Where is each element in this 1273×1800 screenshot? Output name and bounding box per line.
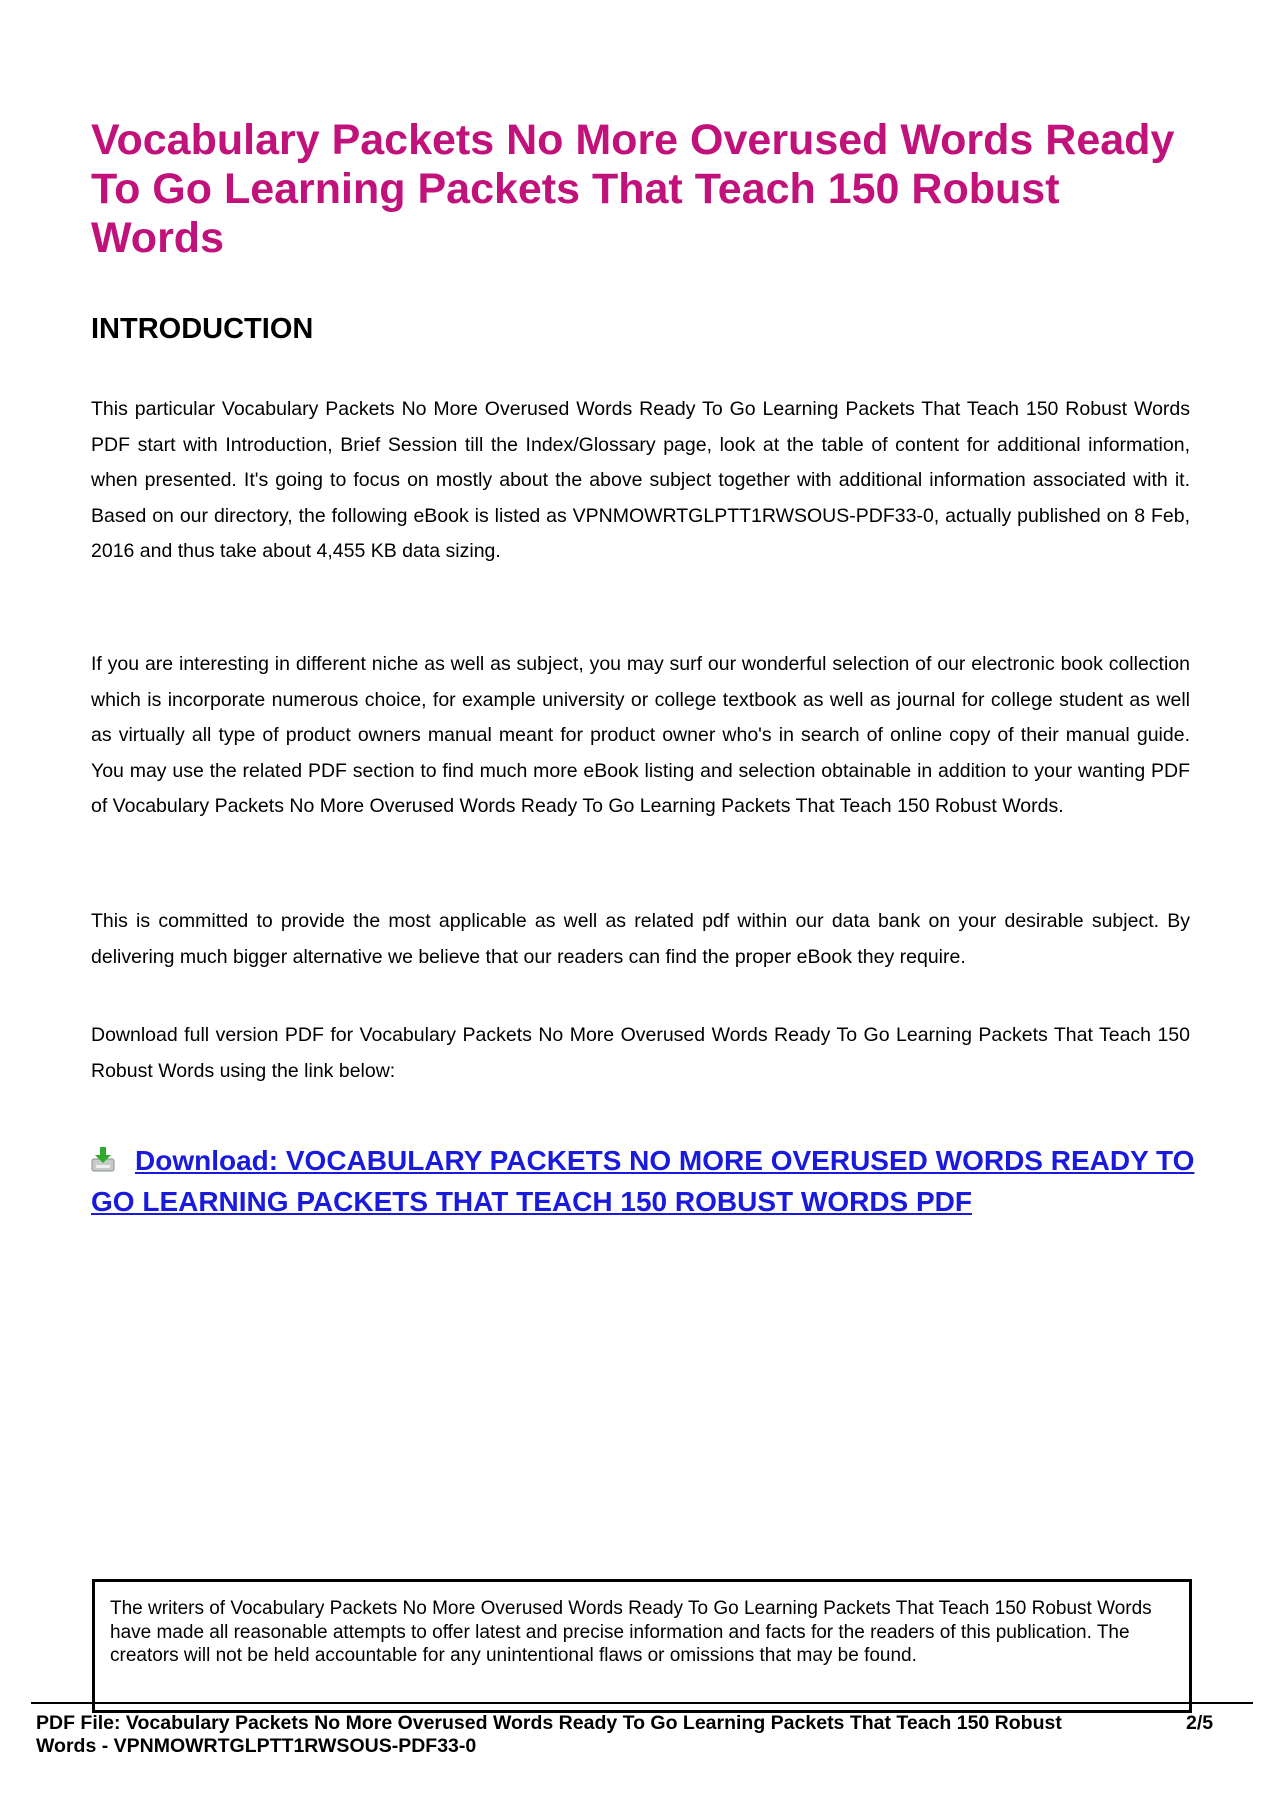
footer-divider bbox=[31, 1702, 1253, 1704]
intro-paragraph-2: If you are interesting in different niche as well as subject, you may surf our wonderful selection of our electronic book collection which is incorporate numerous choice, for example university or college textbook as well as journal for college student as well as virtually all type of product owners manual meant for product owner who's in search of online copy of their manual guide. You may use the related PDF section to find much more eBook listing and selection obtainable in addition to your wanting PDF of Vocabulary Packets No More Overused Words Ready To Go Learning Packets That Teach 150 Robust Words. bbox=[91, 653, 1190, 818]
section-heading: INTRODUCTION bbox=[91, 313, 314, 345]
intro-paragraph-3: This is committed to provide the most applicable as well as related pdf within our data bank on your desirable subject. By delivering much bigger alternative we believe that our readers can find the proper eBook they require. bbox=[91, 910, 1190, 968]
download-tray-icon[interactable] bbox=[91, 1142, 115, 1168]
download-link[interactable]: Download: VOCABULARY PACKETS NO MORE OVERUSED WORDS READY TO GO LEARNING PACKETS THAT TEACH 150 ROBUST WORDS PDF bbox=[91, 1145, 1195, 1217]
document-title: Vocabulary Packets No More Overused Words Ready To Go Learning Packets That Teach 150 Robust Words bbox=[91, 116, 1175, 262]
intro-paragraph-4: Download full version PDF for Vocabulary Packets No More Overused Words Ready To Go Learning Packets That Teach 150 Robust Words using the link below: bbox=[91, 1024, 1190, 1082]
footer-file-label: PDF File: Vocabulary Packets No More Overused Words Ready To Go Learning Packets That Teach 150 Robust Words - VPNMOWRTGLPTT1RWSOUS-PDF33-0 bbox=[36, 1712, 1062, 1757]
page-number: 2/5 bbox=[1186, 1712, 1214, 1734]
download-section bbox=[91, 1140, 1201, 1222]
intro-paragraph-1: This particular Vocabulary Packets No More Overused Words Ready To Go Learning Packets That Teach 150 Robust Words PDF start with Introduction, Brief Session till the Index/Glossary page, look at the table of content for additional information, when presented. It's going to focus on mostly about the above subject together with additional information associated with it. Based on our directory, the following eBook is listed as VPNMOWRTGLPTT1RWSOUS-PDF33-0, actually published on 8 Feb, 2016 and thus take about 4,455 KB data sizing. bbox=[91, 398, 1190, 563]
disclaimer-text: The writers of Vocabulary Packets No More Overused Words Ready To Go Learning Packets That Teach 150 Robust Words have made all reasonable attempts to offer latest and precise information and facts for the readers of this publication. The creators will not be held accountable for any unintentional flaws or omissions that may be found. bbox=[110, 1598, 1152, 1666]
